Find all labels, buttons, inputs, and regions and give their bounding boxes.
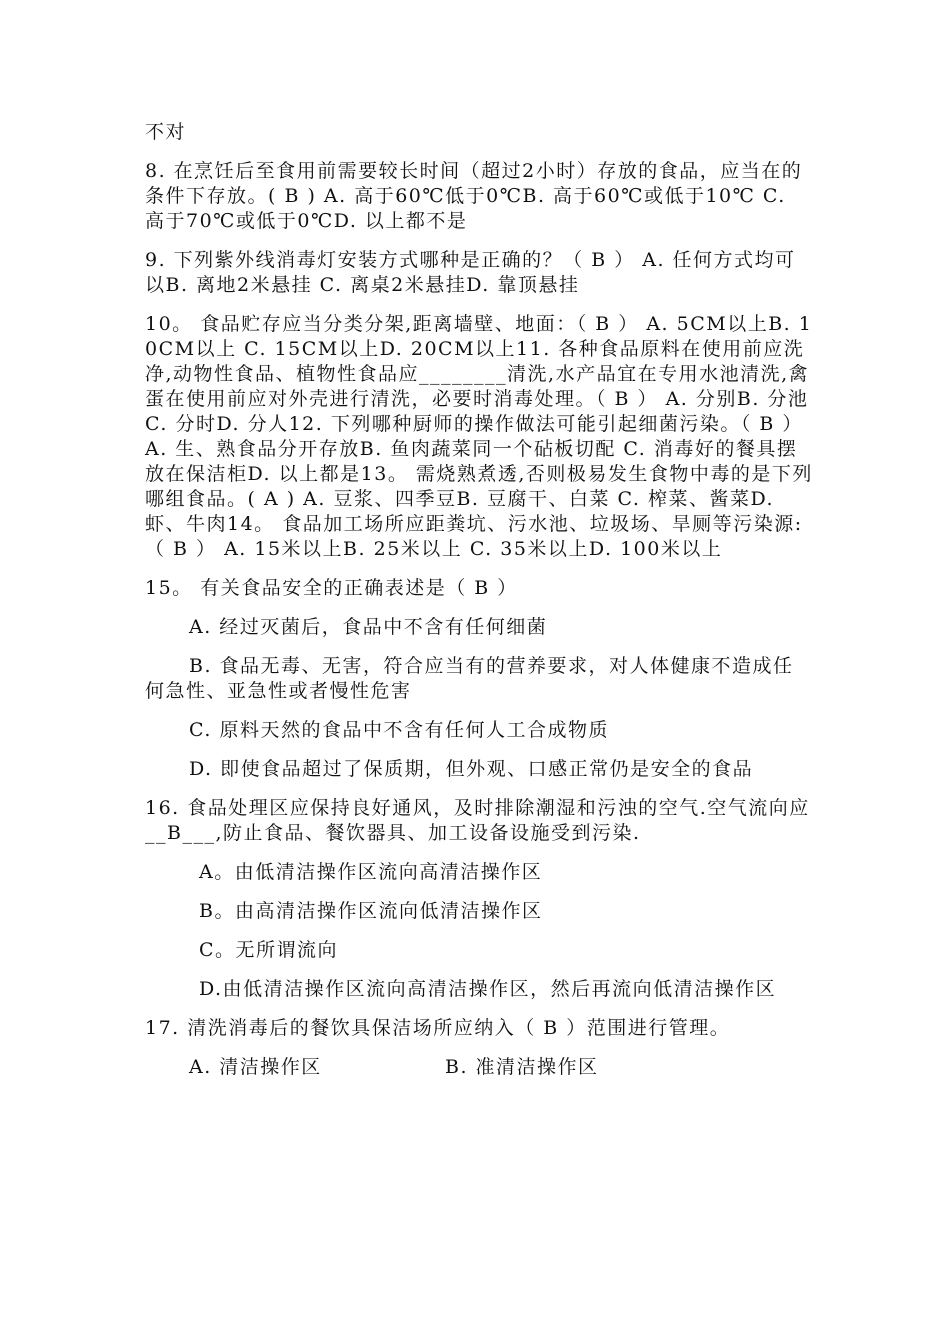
question-17-options	[145, 1055, 813, 1080]
question-17-option-a: A. 清洁操作区	[189, 1056, 322, 1078]
question-16-option-d: D.由低清洁操作区流向高清洁操作区，然后再流向低清洁操作区	[199, 978, 777, 1000]
document-page	[145, 120, 813, 1094]
question-15-option-d: D. 即使食品超过了保质期，但外观、口感正常仍是安全的食品	[189, 758, 754, 780]
questions-10-14: 10。 食品贮存应当分类分架,距离墙壁、地面：（ B ） A. 5CM以上B. 10CM以上 C. 15CM以上D. 20CM以上11. 各种食品原料在使用前应洗净,动物性食品、植物性食品应________清洗,水产品宜在专用水池清洗,禽蛋在使用前应对外壳进行清洗，必要时消毒处理。（ B ） A. 分别B. 分池 C. 分时D. 分人12. 下列哪种厨师的操作做法可能引起细菌污染。（ B ） A. 生、熟食品分开存放B. 鱼肉蔬菜同一个砧板切配 C. 消毒好的餐具摆放在保洁柜D. 以上都是13。 需烧熟煮透,否则极易发生食物中毒的是下列哪组食品。( A ) A. 豆浆、四季豆B. 豆腐干、白菜 C. 榨菜、酱菜D. 虾、牛肉14。 食品加工场所应距粪坑、污水池、垃圾场、旱厕等污染源:（ B ） A. 15米以上B. 25米以上 C. 35米以上D. 100米以上	[145, 313, 813, 560]
question-15-option-c: C. 原料天然的食品中不含有任何人工合成物质	[189, 719, 609, 741]
question-16-option-b: B。由高清洁操作区流向低清洁操作区	[199, 900, 543, 922]
question-16-option-a: A。由低清洁操作区流向高清洁操作区	[199, 861, 543, 883]
question-8: 8. 在烹饪后至食用前需要较长时间（超过2小时）存放的食品，应当在的条件下存放。( B ) A. 高于60℃低于0℃B. 高于60℃或低于10℃ C. 高于70℃或低于0℃D. 以上都不是	[145, 160, 803, 232]
question-16-option-c: C。无所谓流向	[199, 939, 339, 961]
text-line: 不对	[145, 121, 187, 143]
question-17-option-b: B. 准清洁操作区	[445, 1056, 599, 1078]
question-16: 16. 食品处理区应保持良好通风，及时排除潮湿和污浊的空气.空气流向应__B___,防止食品、餐饮器具、加工设备设施受到污染.	[145, 797, 810, 844]
question-15-option-b: B. 食品无毒、无害，符合应当有的营养要求，对人体健康不造成任何急性、亚急性或者慢性危害	[145, 655, 794, 702]
question-15: 15。 有关食品安全的正确表述是（ B ）	[145, 577, 518, 599]
question-9: 9. 下列紫外线消毒灯安装方式哪种是正确的？（ B ） A. 任何方式均可以B. 离地2米悬挂 C. 离桌2米悬挂D. 靠顶悬挂	[145, 249, 796, 296]
question-15-option-a: A. 经过灭菌后，食品中不含有任何细菌	[189, 616, 548, 638]
question-17: 17. 清洗消毒后的餐饮具保洁场所应纳入（ B ）范围进行管理。	[145, 1017, 731, 1039]
